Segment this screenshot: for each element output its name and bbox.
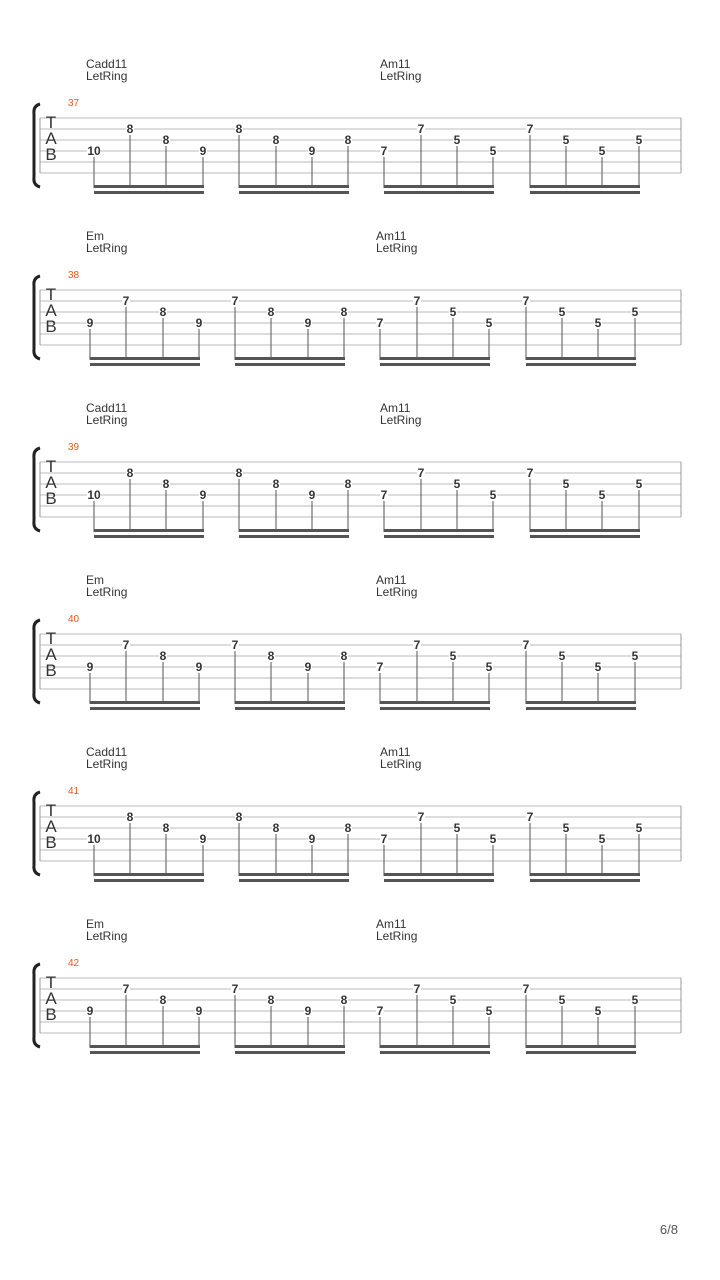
beam-lower [239,191,349,194]
fret-number: 9 [304,660,312,674]
beam-lower [384,535,494,538]
system-bracket [34,448,40,531]
chord-name: Am11 [380,57,411,71]
tab-clef-letter: A [45,645,57,664]
beam-lower [94,879,204,882]
system-bracket [34,276,40,359]
fret-number: 7 [413,982,421,996]
fret-number: 7 [526,122,534,136]
fret-number: 9 [304,316,312,330]
fret-number: 8 [267,649,275,663]
system-bracket [34,104,40,187]
fret-number: 10 [87,144,101,158]
let-ring-label: LetRing [380,413,422,427]
fret-number: 9 [195,660,203,674]
fret-number: 5 [485,316,493,330]
fret-number: 5 [453,477,461,491]
beam-upper [380,357,490,360]
beam-upper [239,529,349,532]
fret-number: 8 [344,821,352,835]
beam-lower [239,535,349,538]
beam-upper [90,1045,200,1048]
fret-number: 7 [417,466,425,480]
fret-number: 9 [86,660,94,674]
fret-number: 8 [162,477,170,491]
fret-number: 7 [122,982,130,996]
chord-name: Am11 [376,917,407,931]
measure-number: 40 [68,614,80,625]
fret-number: 7 [376,316,384,330]
fret-number: 5 [635,133,643,147]
beam-lower [526,363,636,366]
beam-upper [239,873,349,876]
fret-number: 5 [562,477,570,491]
tab-clef-letter: T [45,113,57,132]
fret-number: 7 [376,660,384,674]
beam-upper [526,357,636,360]
tab-clef-letter: A [45,989,57,1008]
fret-number: 8 [235,466,243,480]
beam-lower [530,879,640,882]
page-number: 6/8 [659,1222,678,1237]
fret-number: 7 [526,466,534,480]
fret-number: 9 [195,1004,203,1018]
fret-number: 5 [594,1004,602,1018]
tab-system [34,401,681,538]
fret-number: 5 [453,821,461,835]
beam-lower [235,363,345,366]
let-ring-label: LetRing [86,757,128,771]
fret-number: 5 [631,993,639,1007]
tab-clef-letter: T [45,629,57,648]
system-bracket [34,792,40,875]
fret-number: 8 [162,133,170,147]
tab-clef-letter: B [45,145,57,164]
let-ring-label: LetRing [376,241,418,255]
measure-number: 42 [68,958,80,969]
beam-upper [94,185,204,188]
fret-number: 5 [453,133,461,147]
chord-name: Am11 [380,401,411,415]
beam-lower [380,1051,490,1054]
beam-upper [90,701,200,704]
fret-number: 7 [380,144,388,158]
beam-upper [384,873,494,876]
fret-number: 7 [122,638,130,652]
let-ring-label: LetRing [380,757,422,771]
fret-number: 5 [558,305,566,319]
tab-clef-letter: A [45,301,57,320]
beam-lower [526,1051,636,1054]
beam-upper [384,529,494,532]
fret-number: 8 [159,305,167,319]
fret-number: 10 [87,832,101,846]
let-ring-label: LetRing [86,929,128,943]
fret-number: 7 [231,982,239,996]
chord-name: Em [86,229,104,243]
tab-system [34,573,681,710]
fret-number: 5 [594,316,602,330]
fret-number: 5 [562,821,570,835]
let-ring-label: LetRing [86,585,128,599]
beam-lower [380,363,490,366]
tab-system [34,57,681,194]
beam-lower [94,191,204,194]
beam-upper [526,1045,636,1048]
chord-name: Cadd11 [86,57,128,71]
beam-upper [384,185,494,188]
beam-upper [94,529,204,532]
chord-name: Em [86,573,104,587]
fret-number: 8 [267,305,275,319]
fret-number: 7 [522,638,530,652]
fret-number: 5 [598,488,606,502]
fret-number: 5 [635,477,643,491]
fret-number: 9 [308,488,316,502]
fret-number: 8 [272,133,280,147]
fret-number: 7 [417,810,425,824]
beam-lower [90,707,200,710]
fret-number: 8 [159,649,167,663]
let-ring-label: LetRing [86,413,128,427]
fret-number: 8 [126,122,134,136]
beam-upper [235,357,345,360]
chord-name: Em [86,917,104,931]
beam-lower [384,191,494,194]
let-ring-label: LetRing [86,241,128,255]
fret-number: 5 [594,660,602,674]
fret-number: 8 [272,821,280,835]
fret-number: 7 [522,982,530,996]
tab-clef-letter: B [45,317,57,336]
tab-system [34,745,681,882]
fret-number: 7 [413,294,421,308]
fret-number: 9 [86,316,94,330]
fret-number: 8 [235,122,243,136]
fret-number: 5 [598,144,606,158]
fret-number: 9 [199,832,207,846]
chord-name: Am11 [380,745,411,759]
let-ring-label: LetRing [86,69,128,83]
beam-lower [530,535,640,538]
fret-number: 7 [526,810,534,824]
fret-number: 8 [267,993,275,1007]
fret-number: 5 [489,832,497,846]
fret-number: 8 [340,649,348,663]
beam-upper [530,529,640,532]
beam-upper [526,701,636,704]
tab-clef-letter: B [45,661,57,680]
fret-number: 7 [522,294,530,308]
beam-upper [380,1045,490,1048]
fret-number: 5 [485,660,493,674]
chord-name: Am11 [376,573,407,587]
let-ring-label: LetRing [376,585,418,599]
fret-number: 7 [231,638,239,652]
tab-clef-letter: B [45,833,57,852]
fret-number: 5 [631,649,639,663]
fret-number: 7 [231,294,239,308]
beam-lower [530,191,640,194]
fret-number: 5 [449,649,457,663]
tab-clef-letter: T [45,801,57,820]
tab-clef-letter: A [45,817,57,836]
fret-number: 8 [159,993,167,1007]
fret-number: 5 [489,144,497,158]
fret-number: 8 [235,810,243,824]
measure-number: 38 [68,270,80,281]
fret-number: 8 [340,993,348,1007]
fret-number: 5 [635,821,643,835]
beam-upper [90,357,200,360]
tab-clef-letter: B [45,489,57,508]
beam-upper [380,701,490,704]
beam-upper [235,1045,345,1048]
beam-upper [94,873,204,876]
tab-clef-letter: B [45,1005,57,1024]
fret-number: 7 [122,294,130,308]
fret-number: 9 [308,144,316,158]
fret-number: 5 [598,832,606,846]
fret-number: 7 [417,122,425,136]
beam-upper [239,185,349,188]
fret-number: 8 [272,477,280,491]
beam-lower [380,707,490,710]
fret-number: 7 [376,1004,384,1018]
fret-number: 9 [304,1004,312,1018]
fret-number: 5 [449,305,457,319]
fret-number: 9 [308,832,316,846]
fret-number: 7 [380,832,388,846]
fret-number: 8 [162,821,170,835]
tab-clef-letter: A [45,473,57,492]
fret-number: 8 [340,305,348,319]
measure-number: 37 [68,98,80,109]
chord-name: Am11 [376,229,407,243]
beam-upper [235,701,345,704]
fret-number: 5 [558,649,566,663]
fret-number: 7 [413,638,421,652]
beam-lower [90,363,200,366]
measure-number: 41 [68,786,80,797]
chord-name: Cadd11 [86,401,128,415]
tab-clef-letter: T [45,457,57,476]
beam-lower [239,879,349,882]
tab-clef-letter: T [45,973,57,992]
fret-number: 5 [631,305,639,319]
tab-clef-letter: T [45,285,57,304]
tab-system [34,229,681,366]
chord-name: Cadd11 [86,745,128,759]
fret-number: 5 [489,488,497,502]
fret-number: 9 [199,488,207,502]
let-ring-label: LetRing [376,929,418,943]
fret-number: 9 [195,316,203,330]
beam-upper [530,185,640,188]
system-bracket [34,964,40,1047]
system-bracket [34,620,40,703]
measure-number: 39 [68,442,80,453]
fret-number: 5 [449,993,457,1007]
tab-clef-letter: A [45,129,57,148]
beam-lower [90,1051,200,1054]
fret-number: 5 [562,133,570,147]
beam-upper [530,873,640,876]
let-ring-label: LetRing [380,69,422,83]
beam-lower [94,535,204,538]
fret-number: 5 [558,993,566,1007]
tab-system [34,917,681,1054]
fret-number: 5 [485,1004,493,1018]
fret-number: 8 [344,477,352,491]
fret-number: 8 [126,466,134,480]
beam-lower [526,707,636,710]
fret-number: 8 [344,133,352,147]
fret-number: 9 [86,1004,94,1018]
beam-lower [384,879,494,882]
fret-number: 7 [380,488,388,502]
fret-number: 8 [126,810,134,824]
fret-number: 9 [199,144,207,158]
beam-lower [235,1051,345,1054]
beam-lower [235,707,345,710]
fret-number: 10 [87,488,101,502]
